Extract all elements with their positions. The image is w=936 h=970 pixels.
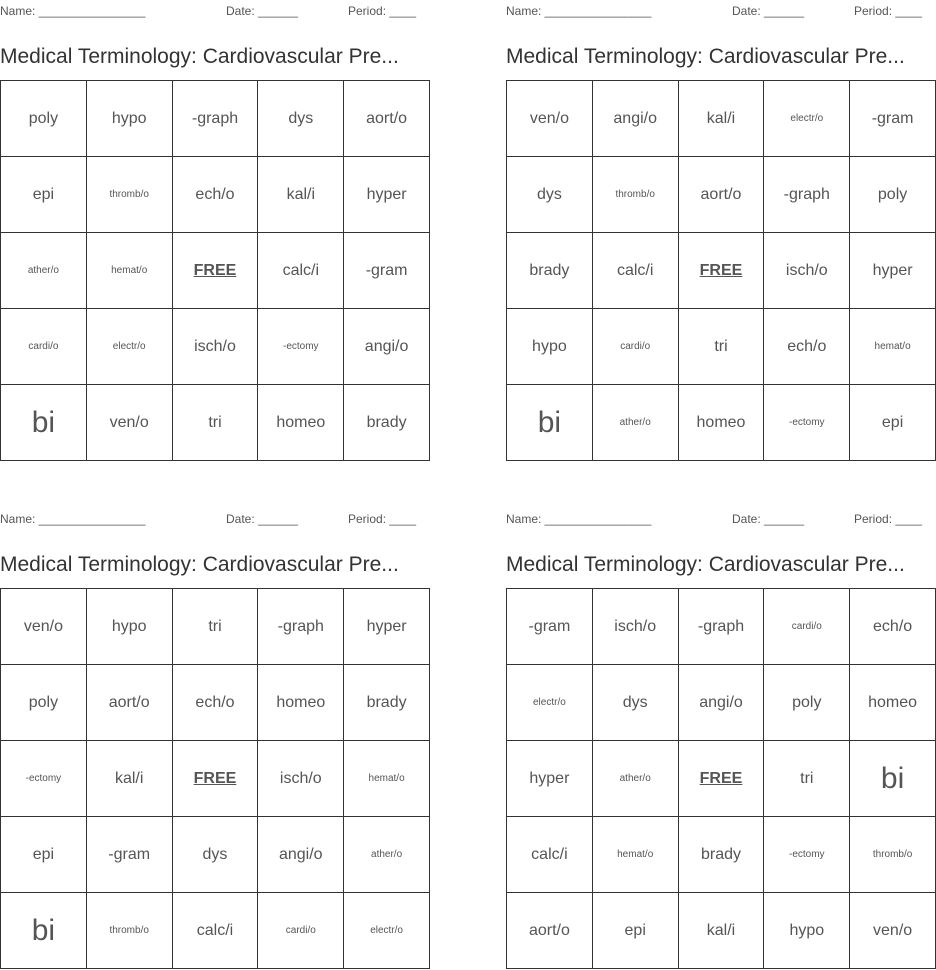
bingo-cell: cardi/o	[764, 589, 850, 665]
bingo-cell: thromb/o	[86, 157, 172, 233]
bingo-grid	[506, 588, 936, 969]
bingo-grid	[0, 588, 430, 969]
bingo-cell: angi/o	[592, 81, 678, 157]
bingo-cell: poly	[850, 157, 936, 233]
bingo-cell: dys	[258, 81, 344, 157]
card-header	[0, 0, 430, 22]
period-field: Period: ____	[854, 4, 923, 18]
bingo-cell: dys	[172, 817, 258, 893]
card-title: Medical Terminology: Cardiovascular Pre...	[506, 553, 905, 576]
bingo-cell: bi	[507, 385, 593, 461]
card-title: Medical Terminology: Cardiovascular Pre...	[0, 45, 399, 68]
free-space: FREE	[678, 233, 764, 309]
bingo-cell: isch/o	[592, 589, 678, 665]
bingo-row	[1, 741, 430, 817]
bingo-cell: -graph	[764, 157, 850, 233]
bingo-cell: hyper	[507, 741, 593, 817]
bingo-cell: -gram	[86, 817, 172, 893]
bingo-cell: aort/o	[507, 893, 593, 969]
bingo-cell: poly	[1, 665, 87, 741]
bingo-cell: hypo	[86, 589, 172, 665]
bingo-grid	[0, 80, 430, 461]
bingo-cell: bi	[1, 893, 87, 969]
bingo-cell: electr/o	[764, 81, 850, 157]
name-field: Name: ________________	[506, 512, 652, 526]
date-field: Date: ______	[732, 4, 805, 18]
bingo-row	[1, 385, 430, 461]
card-title: Medical Terminology: Cardiovascular Pre...	[0, 553, 399, 576]
bingo-cell: isch/o	[764, 233, 850, 309]
bingo-cell: brady	[344, 385, 430, 461]
bingo-cell: electr/o	[344, 893, 430, 969]
bingo-row	[507, 385, 936, 461]
bingo-cell: calc/i	[507, 817, 593, 893]
bingo-cell: brady	[507, 233, 593, 309]
bingo-cell: hypo	[507, 309, 593, 385]
bingo-cell: hypo	[86, 81, 172, 157]
bingo-cell: angi/o	[344, 309, 430, 385]
bingo-row	[507, 589, 936, 665]
name-field: Name: ________________	[0, 4, 146, 18]
bingo-row	[507, 893, 936, 969]
bingo-cell: -graph	[258, 589, 344, 665]
bingo-cell: brady	[678, 817, 764, 893]
bingo-card-1	[0, 0, 430, 439]
bingo-row	[1, 309, 430, 385]
name-field: Name: ________________	[0, 512, 146, 526]
bingo-cell: hemat/o	[86, 233, 172, 309]
period-field: Period: ____	[348, 512, 417, 526]
bingo-cell: tri	[172, 385, 258, 461]
bingo-row	[1, 233, 430, 309]
bingo-cell: dys	[592, 665, 678, 741]
bingo-cell: aort/o	[344, 81, 430, 157]
bingo-cell: epi	[592, 893, 678, 969]
bingo-cell: epi	[1, 817, 87, 893]
bingo-cell: thromb/o	[86, 893, 172, 969]
bingo-cell: cardi/o	[258, 893, 344, 969]
bingo-cell: calc/i	[258, 233, 344, 309]
bingo-cell: isch/o	[172, 309, 258, 385]
bingo-cell: ech/o	[172, 665, 258, 741]
bingo-cell: hyper	[344, 589, 430, 665]
bingo-cell: -gram	[850, 81, 936, 157]
bingo-cell: hemat/o	[344, 741, 430, 817]
bingo-cell: hemat/o	[592, 817, 678, 893]
card-header	[0, 508, 430, 530]
card-header	[506, 508, 936, 530]
bingo-cell: ven/o	[1, 589, 87, 665]
bingo-cell: thromb/o	[850, 817, 936, 893]
name-field: Name: ________________	[506, 4, 652, 18]
bingo-cell: tri	[764, 741, 850, 817]
free-space: FREE	[172, 233, 258, 309]
bingo-cell: -graph	[172, 81, 258, 157]
period-field: Period: ____	[348, 4, 417, 18]
bingo-cell: calc/i	[172, 893, 258, 969]
bingo-cell: kal/i	[678, 893, 764, 969]
bingo-cell: ven/o	[850, 893, 936, 969]
bingo-cell: ech/o	[850, 589, 936, 665]
bingo-cell: ather/o	[1, 233, 87, 309]
date-field: Date: ______	[226, 512, 299, 526]
bingo-cell: cardi/o	[592, 309, 678, 385]
bingo-cell: kal/i	[678, 81, 764, 157]
bingo-cell: homeo	[258, 385, 344, 461]
bingo-cell: -ectomy	[258, 309, 344, 385]
bingo-card-3	[0, 508, 430, 947]
bingo-cell: hyper	[344, 157, 430, 233]
period-field: Period: ____	[854, 512, 923, 526]
bingo-card-4	[506, 508, 936, 939]
bingo-cell: dys	[507, 157, 593, 233]
bingo-cell: brady	[344, 665, 430, 741]
bingo-row	[1, 665, 430, 741]
bingo-cell: -gram	[507, 589, 593, 665]
bingo-cell: homeo	[678, 385, 764, 461]
bingo-row	[1, 817, 430, 893]
bingo-cell: ather/o	[592, 741, 678, 817]
bingo-cell: cardi/o	[1, 309, 87, 385]
card-header	[506, 0, 936, 22]
bingo-cell: homeo	[258, 665, 344, 741]
bingo-cell: isch/o	[258, 741, 344, 817]
bingo-row	[507, 309, 936, 385]
bingo-cell: -ectomy	[1, 741, 87, 817]
bingo-cell: ather/o	[592, 385, 678, 461]
bingo-row	[507, 665, 936, 741]
bingo-cell: angi/o	[678, 665, 764, 741]
bingo-cell: poly	[1, 81, 87, 157]
bingo-cell: -graph	[678, 589, 764, 665]
bingo-cell: angi/o	[258, 817, 344, 893]
bingo-row	[507, 233, 936, 309]
bingo-cell: aort/o	[86, 665, 172, 741]
bingo-cell: electr/o	[507, 665, 593, 741]
bingo-cell: hyper	[850, 233, 936, 309]
bingo-cell: ather/o	[344, 817, 430, 893]
bingo-card-2	[506, 0, 936, 439]
bingo-cell: bi	[1, 385, 87, 461]
bingo-grid	[506, 80, 936, 461]
bingo-cell: -gram	[344, 233, 430, 309]
bingo-cell: calc/i	[592, 233, 678, 309]
bingo-cell: kal/i	[86, 741, 172, 817]
bingo-row	[507, 741, 936, 817]
bingo-cell: epi	[850, 385, 936, 461]
bingo-cell: hemat/o	[850, 309, 936, 385]
free-space: FREE	[678, 741, 764, 817]
bingo-row	[507, 157, 936, 233]
bingo-cell: ech/o	[764, 309, 850, 385]
bingo-cell: ven/o	[507, 81, 593, 157]
bingo-cell: poly	[764, 665, 850, 741]
bingo-row	[1, 893, 430, 969]
bingo-cell: -ectomy	[764, 385, 850, 461]
bingo-cell: electr/o	[86, 309, 172, 385]
bingo-cell: kal/i	[258, 157, 344, 233]
bingo-row	[1, 157, 430, 233]
bingo-cell: tri	[678, 309, 764, 385]
free-space: FREE	[172, 741, 258, 817]
date-field: Date: ______	[732, 512, 805, 526]
bingo-cell: -ectomy	[764, 817, 850, 893]
bingo-row	[507, 817, 936, 893]
bingo-cell: hypo	[764, 893, 850, 969]
bingo-row	[1, 81, 430, 157]
bingo-row	[1, 589, 430, 665]
bingo-cell: epi	[1, 157, 87, 233]
bingo-cell: tri	[172, 589, 258, 665]
bingo-cell: bi	[850, 741, 936, 817]
bingo-cell: thromb/o	[592, 157, 678, 233]
date-field: Date: ______	[226, 4, 299, 18]
bingo-cell: aort/o	[678, 157, 764, 233]
card-title: Medical Terminology: Cardiovascular Pre...	[506, 45, 905, 68]
bingo-cell: ven/o	[86, 385, 172, 461]
bingo-row	[507, 81, 936, 157]
bingo-cell: ech/o	[172, 157, 258, 233]
bingo-cell: homeo	[850, 665, 936, 741]
